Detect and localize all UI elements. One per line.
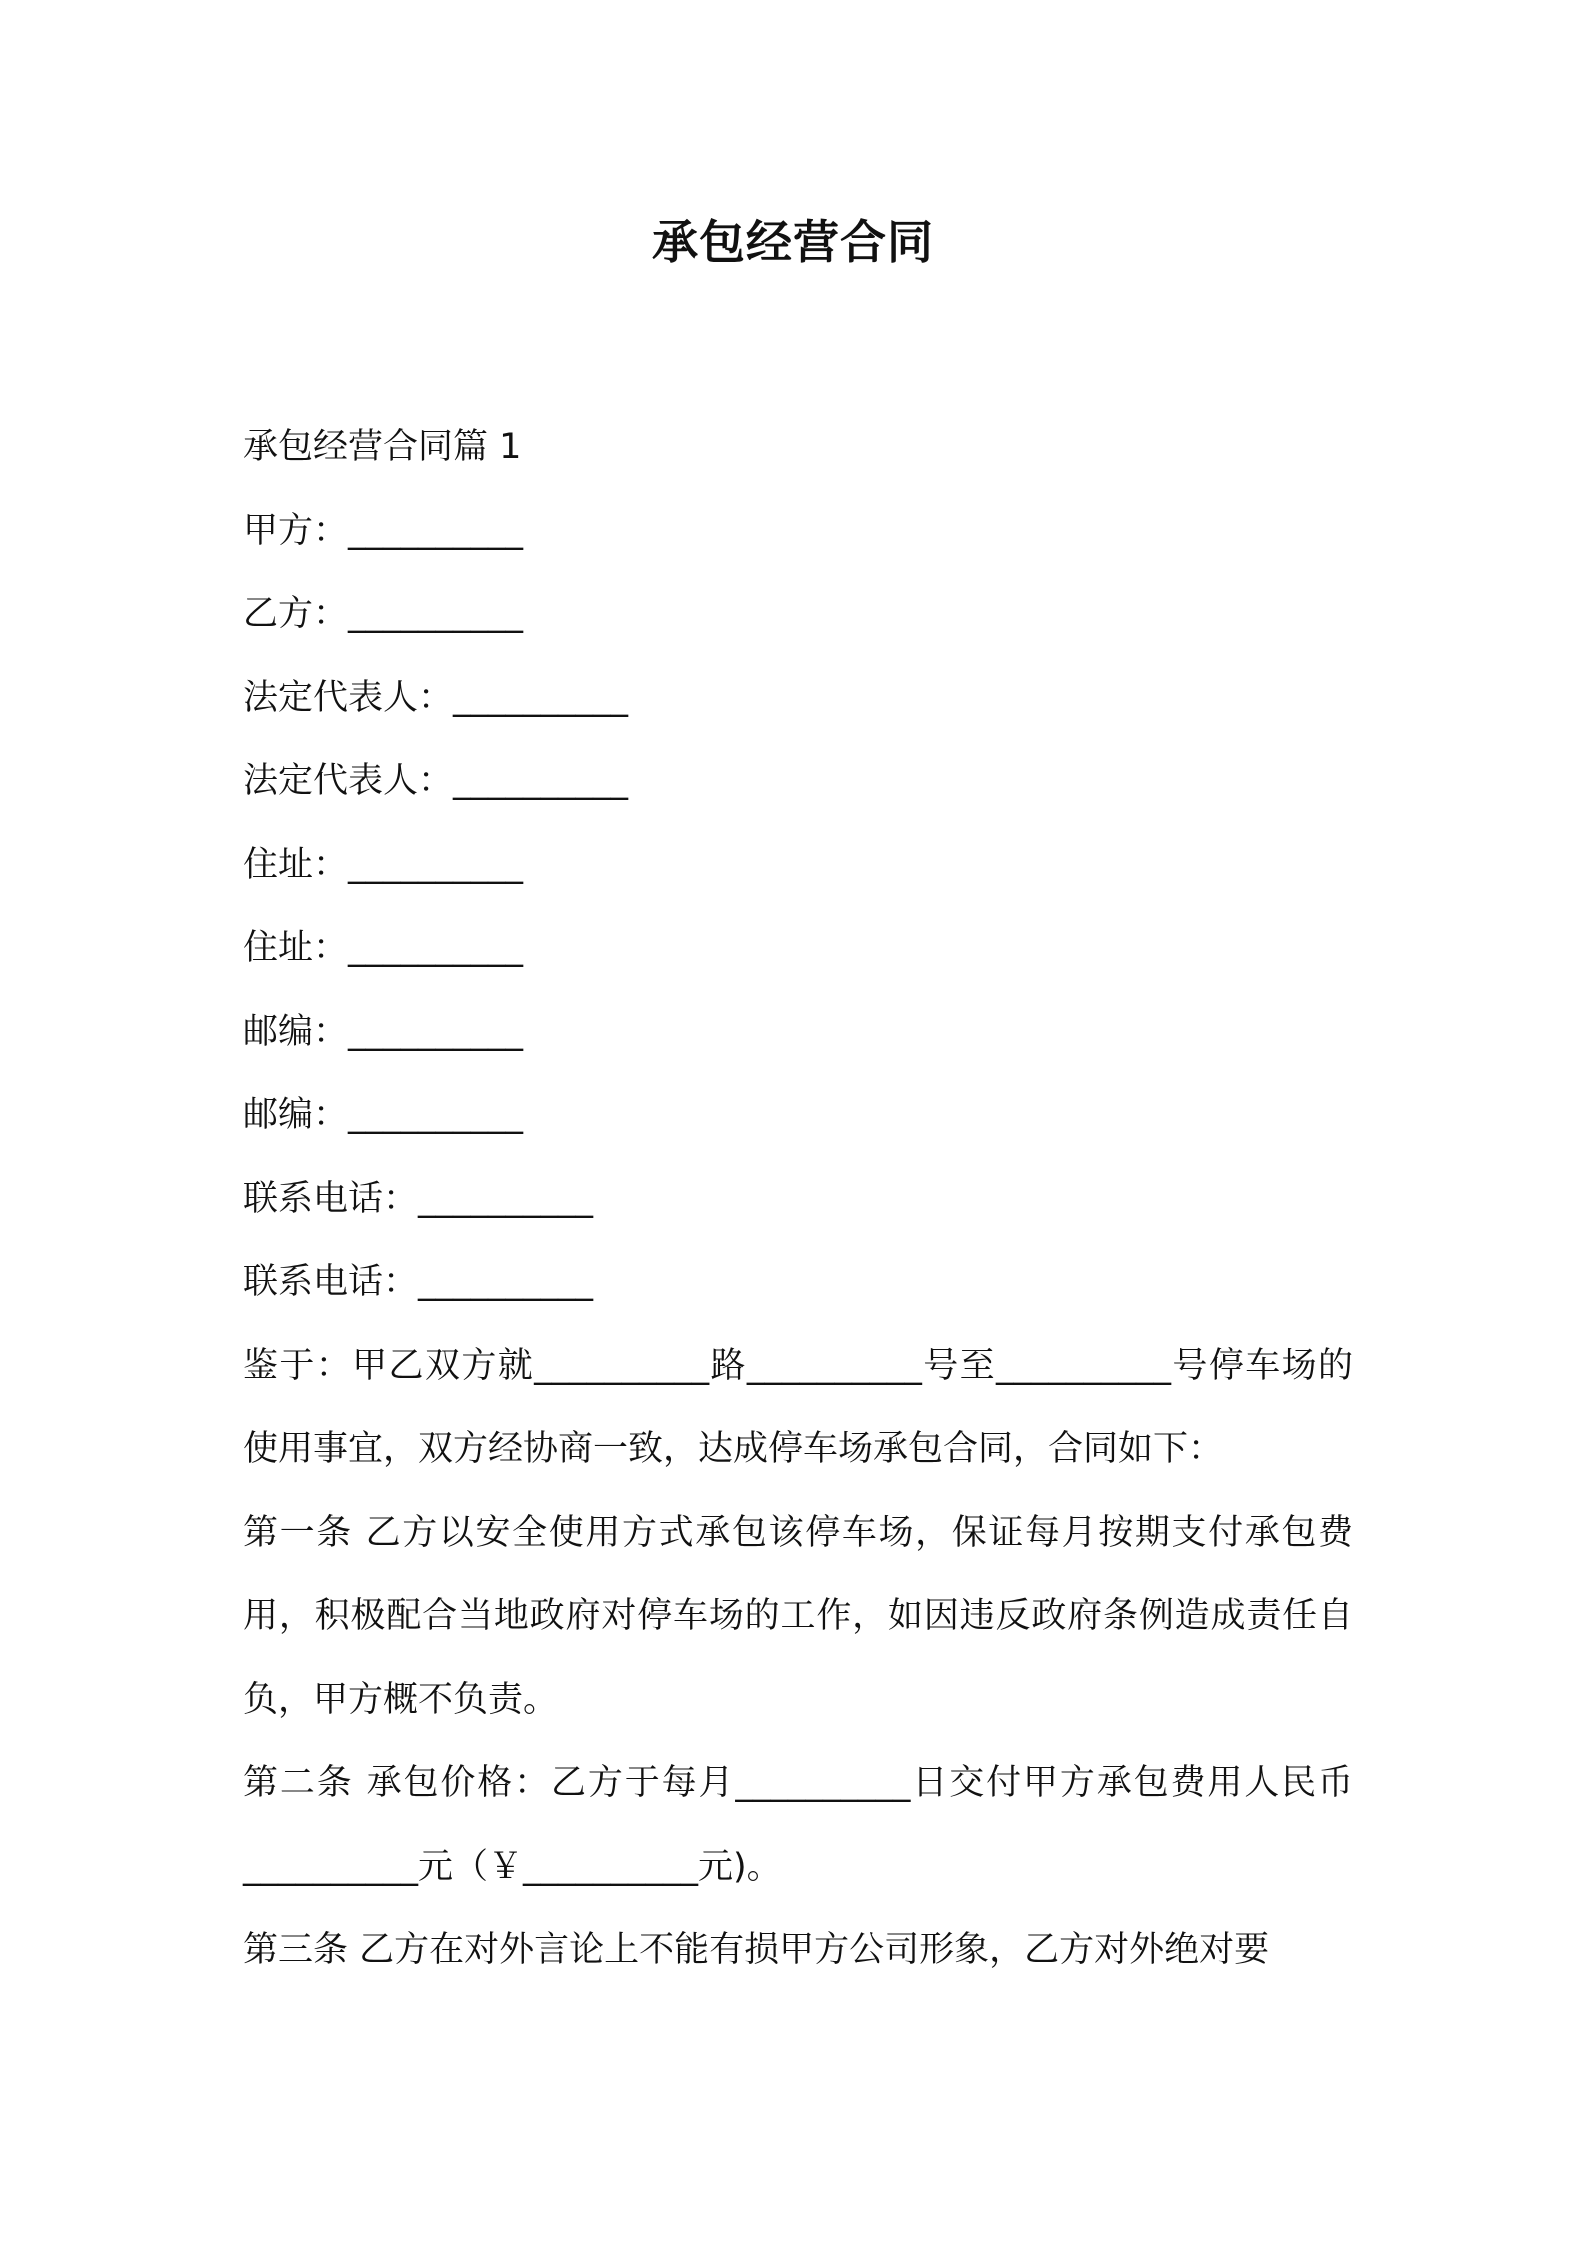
party-a-field: 甲方：__________ [243,510,524,551]
party-b-field: 乙方：__________ [243,594,524,634]
address-field: 住址：__________ [243,928,524,968]
legal-representative-field: 法定代表人：__________ [243,761,629,801]
postcode-field: 邮编：__________ [243,1095,524,1135]
phone-field: 联系电话：__________ [243,1262,594,1302]
article-3-paragraph: 第三条 乙方在对外言论上不能有损甲方公司形象，乙方对外绝对要 [243,1930,1270,1970]
postcode-field: 邮编：__________ [243,1011,524,1052]
document-body [243,406,1353,1993]
phone-field: 联系电话：__________ [243,1178,594,1219]
section-heading: 承包经营合同篇 1 [243,427,522,467]
document-title: 承包经营合同 [652,215,934,269]
address-field: 住址：__________ [243,844,524,885]
article-2-paragraph: 第二条 承包价格：乙方于每月__________日交付甲方承包费用人民币__________元（￥__________元)。 [243,1763,1353,1887]
recital-paragraph: 鉴于：甲乙双方就__________路__________号至__________号停车场的使用事宜，双方经协商一致，达成停车场承包合同，合同如下： [243,1345,1353,1469]
article-1-paragraph: 第一条 乙方以安全使用方式承包该停车场，保证每月按期支付承包费用，积极配合当地政府对停车场的工作，如因违反政府条例造成责任自负，甲方概不负责。 [243,1512,1353,1720]
legal-representative-field: 法定代表人：__________ [243,677,629,718]
